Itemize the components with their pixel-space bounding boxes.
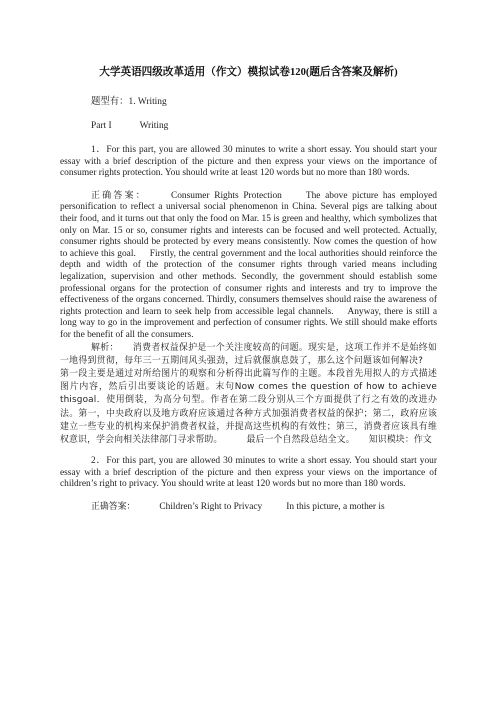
part-heading — [91, 120, 437, 132]
question-1-prompt — [60, 145, 437, 180]
answer-label-2: 正确答案： — [91, 501, 136, 512]
knowledge-module: 知识模块：作文 — [368, 434, 432, 445]
part-name: Writing — [139, 121, 169, 131]
answer-label: 正确答案： — [91, 190, 147, 201]
question-types: 题型有：1. Writing — [91, 97, 167, 107]
answer-title: Consumer Rights Protection — [170, 190, 282, 201]
explanation-label: 解析： — [91, 342, 119, 353]
question-2-number: 2． — [91, 456, 107, 467]
answer-paragraph-2: Firstly, the central government and the local authorities should reinforce the depth and width of the protection of the consumer rights through varied means including legalization, supervision and other methods. Secondly, the government should establish some professional organs for the protection of consumer rights and interests and try to improve the effectiveness of the organs concerned. Thirdly, consumers themselves should raise the awareness of rights protection and learn to seek help from accessible legal channels. — [60, 248, 437, 317]
explanation-paragraph-3: 最后一个自然段总结全文。 — [246, 434, 355, 445]
question-2-prompt — [60, 456, 437, 491]
answer-paragraph-q2: In this picture, a mother is — [286, 501, 385, 512]
question-2-text: For this part, you are allowed 30 minutes to write a short essay. You should start your essay with a brief description of the picture and then express your views on the importance of children’s right to privacy. You should write at least 120 words but no more than 180 words. — [60, 456, 437, 490]
question-1-text: For this part, you are allowed 30 minutes to write a short essay. You should start your essay with a brief description of the picture and then express your views on the importance of consumer rights protection. You should write at least 120 words but no more than 180 words. — [60, 145, 437, 179]
question-1-number: 1． — [91, 145, 107, 155]
answer-paragraph-3: Anyway, there is still a long way to go in the improvement and perfection of consumer rights. We still should make efforts for the benefit of all the consumers. — [60, 306, 438, 340]
explanation-paragraph-1: 消费者权益保护是一个关注度较高的问题。现实是，这项工作并不是始终如一地得到贯彻，每年三一五期间风头强劲，过后就偃旗息鼓了，那么这个问题该如何解决? — [60, 342, 437, 366]
question-2-answer — [60, 502, 437, 514]
explanation-paragraph-2: 第一段主要是通过对所给图片的观察和分析得出此篇写作的主题。本段首先用拟人的方式描述图片内容，然后引出要谈论的话题。末句Now comes the question of how to achieve thisgoal．使用倒装，为高分句型。作者在第二段分别从三个方面提供了行之有效的改进办法。第一，中央政府以及地方政府应该通过各种方式加强消费者权益的保护；第二，政府应该建立一些专业的机构来保护消费者权益，并提高这些机构的有效性；第三，消费者应该具有维权意识，学会向相关法律部门寻求帮助。 — [60, 368, 437, 445]
document-title: 大学英语四级改革适用（作文）模拟试卷120(题后含答案及解析) — [99, 67, 398, 78]
question-1-answer — [60, 191, 437, 342]
question-1-explanation — [60, 342, 437, 448]
answer-title-2: Children’s Right to Privacy — [159, 501, 263, 512]
answer-paragraph-1: The above picture has employed personification to reflect a universal social phenomenon in China. Several pigs are talking about their food, and it turns out that only the food on Mar. 15 is green and healthy, which symbolizes that only on Mar. 15 or so, consumer rights and interests can be focused and well protected. Actually, consumer rights should be protected by every means consistently. Now comes the question of how to achieve this goal. — [60, 190, 437, 259]
part-label: Part I — [91, 121, 112, 131]
